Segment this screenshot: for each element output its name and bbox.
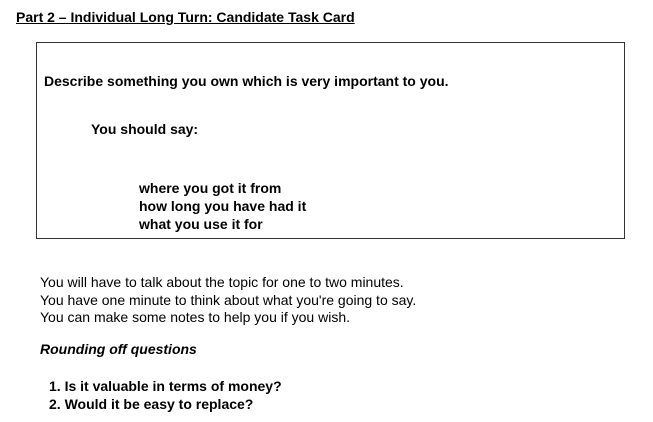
should-say-label: You should say: bbox=[91, 121, 199, 137]
task-prompt: Describe something you own which is very important to you. bbox=[44, 73, 449, 89]
page-title: Part 2 – Individual Long Turn: Candidate Task Card bbox=[16, 9, 355, 25]
cue-item: where you got it from bbox=[139, 180, 282, 196]
instruction-line: You have one minute to think about what you're going to say. bbox=[40, 291, 417, 308]
instruction-line: You will have to talk about the topic for one to two minutes. bbox=[40, 274, 404, 290]
rounding-off-questions bbox=[49, 377, 282, 413]
question-item: 2. Would it be easy to replace? bbox=[49, 396, 254, 412]
task-card bbox=[36, 42, 625, 239]
cue-item: what you use it for bbox=[139, 216, 263, 232]
cue-list bbox=[139, 179, 306, 233]
cue-item: how long you have had it bbox=[139, 198, 307, 214]
rounding-off-title: Rounding off questions bbox=[40, 341, 197, 357]
question-item: 1. Is it valuable in terms of money? bbox=[49, 378, 282, 394]
instructions bbox=[40, 274, 416, 327]
instruction-line: You can make some notes to help you if you wish. bbox=[40, 309, 350, 325]
